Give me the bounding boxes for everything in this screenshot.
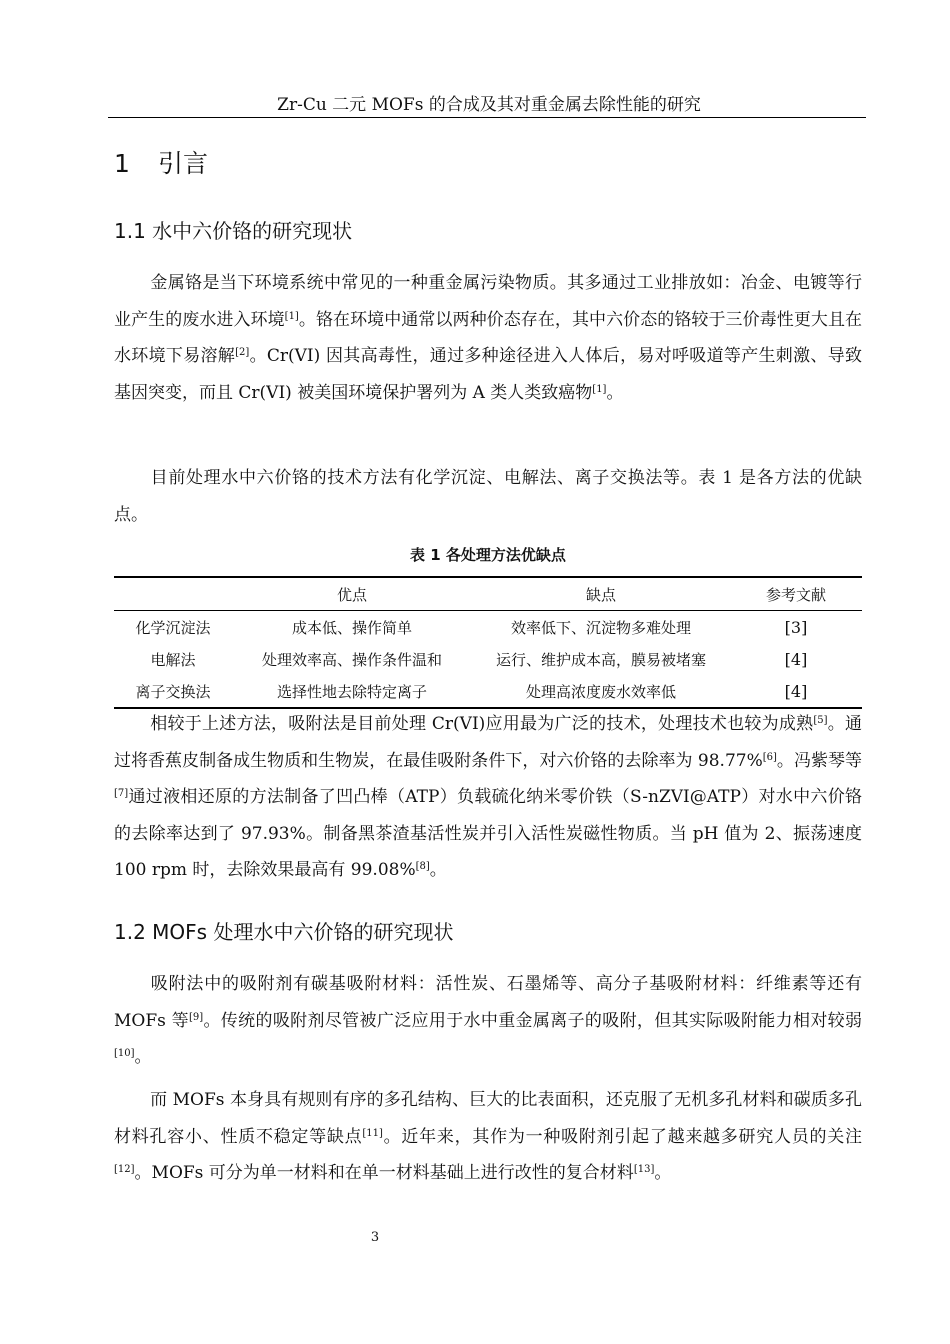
subsection-heading-1-2: 1.2 MOFs 处理水中六价铬的研究现状 xyxy=(114,920,454,944)
table-cell: 效率低下、沉淀物多难处理 xyxy=(510,618,691,637)
paragraph-1: 金属铬是当下环境系统中常见的一种重金属污染物质。其多通过工业排放如：冶金、电镀等行业产生的废水进入环境[1]。铬在环境中通常以两种价态存在，其中六价态的铬较于三价毒性更大且在水环境下易溶解[2]。Cr(VI) 因其高毒性，通过多种途径进入人体后，易对呼吸道等产生刺激、导致基因突变，而且 Cr(VI) 被美国环境保护署列为 A 类人类致癌物[1]。 xyxy=(114,273,863,403)
citation: [11] xyxy=(362,1127,383,1139)
section-heading-1 xyxy=(114,148,208,180)
citation: [8] xyxy=(415,861,430,872)
section-title: 引言 xyxy=(158,149,209,178)
table-row xyxy=(114,675,862,708)
citation: [7] xyxy=(114,788,129,799)
table-header-cell xyxy=(114,577,232,611)
header-rule xyxy=(108,117,866,118)
table-cell: [3] xyxy=(784,617,808,637)
subsection-heading-1-1: 1.1 水中六价铬的研究现状 xyxy=(114,219,353,243)
table-row xyxy=(114,611,862,644)
running-header: Zr-Cu 二元 MOFs 的合成及其对重金属去除性能的研究 xyxy=(277,95,701,115)
section-number: 1 xyxy=(114,149,130,178)
paragraph-2: 目前处理水中六价铬的技术方法有化学沉淀、电解法、离子交换法等。表 1 是各方法的优缺点。 xyxy=(114,468,862,525)
citation: [13] xyxy=(633,1164,655,1175)
table-cell: 电解法 xyxy=(150,650,196,669)
table-cell: 离子交换法 xyxy=(135,682,211,701)
citation: [6] xyxy=(762,751,777,763)
citation: [9] xyxy=(188,1011,204,1023)
table-cell: [4] xyxy=(784,681,808,701)
table-cell: 处理高浓度废水效率低 xyxy=(525,682,676,701)
table-header-cell: 缺点 xyxy=(585,585,616,604)
table-cell: 运行、维护成本高，膜易被堵塞 xyxy=(495,650,706,669)
table-cell: [4] xyxy=(784,649,808,669)
table-header-row xyxy=(114,577,862,611)
paragraph-3: 相较于上述方法，吸附法是目前处理 Cr(VI)应用最为广泛的技术，处理技术也较为成熟[5]。通过将香蕉皮制备成生物质和生物炭，在最佳吸附条件下，对六价铬的去除率为 98.77%[6]。冯紫琴等[7]通过液相还原的方法制备了凹凸棒（ATP）负载硫化纳米零价铁（S-nZVI@ATP）对水中六价铬的去除率达到了 97.93%。制备黑茶渣基活性炭并引入活性炭磁性物质。当 pH 值为 2、振荡速度 100 rpm 时，去除效果最高有 99.08%[8]。 xyxy=(114,714,863,880)
paragraph-5: 而 MOFs 本身具有规则有序的多孔结构、巨大的比表面积，还克服了无机多孔材料和碳质多孔材料孔容小、性质不稳定等缺点[11]。近年来，其作为一种吸附剂引起了越来越多研究人员的关注[12]。MOFs 可分为单一材料和在单一材料基础上进行改性的复合材料[13]。 xyxy=(114,1090,863,1183)
table-cell: 化学沉淀法 xyxy=(135,618,211,637)
citation: [2] xyxy=(235,347,250,358)
citation: [10] xyxy=(114,1048,135,1059)
methods-table xyxy=(114,576,862,709)
paragraph-4: 吸附法中的吸附剂有碳基吸附材料：活性炭、石墨烯等、高分子基吸附材料：纤维素等还有 MOFs 等[9]。传统的吸附剂尽管被广泛应用于水中重金属离子的吸附，但其实际吸附能力相对较弱[10]。 xyxy=(114,974,862,1067)
table-row xyxy=(114,643,862,675)
table-header-cell: 参考文献 xyxy=(765,585,826,604)
table-cell: 处理效率高、操作条件温和 xyxy=(261,650,442,669)
table-cell: 成本低、操作简单 xyxy=(291,618,412,637)
citation: [12] xyxy=(114,1164,135,1175)
table-caption: 表 1 各处理方法优缺点 xyxy=(410,546,566,564)
citation: [1] xyxy=(284,310,299,322)
page-number: 3 xyxy=(370,1230,380,1245)
citation: [5] xyxy=(813,715,828,726)
table-header-cell: 优点 xyxy=(336,585,367,604)
citation: [1] xyxy=(592,383,607,395)
table-cell: 选择性地去除特定离子 xyxy=(276,682,427,701)
